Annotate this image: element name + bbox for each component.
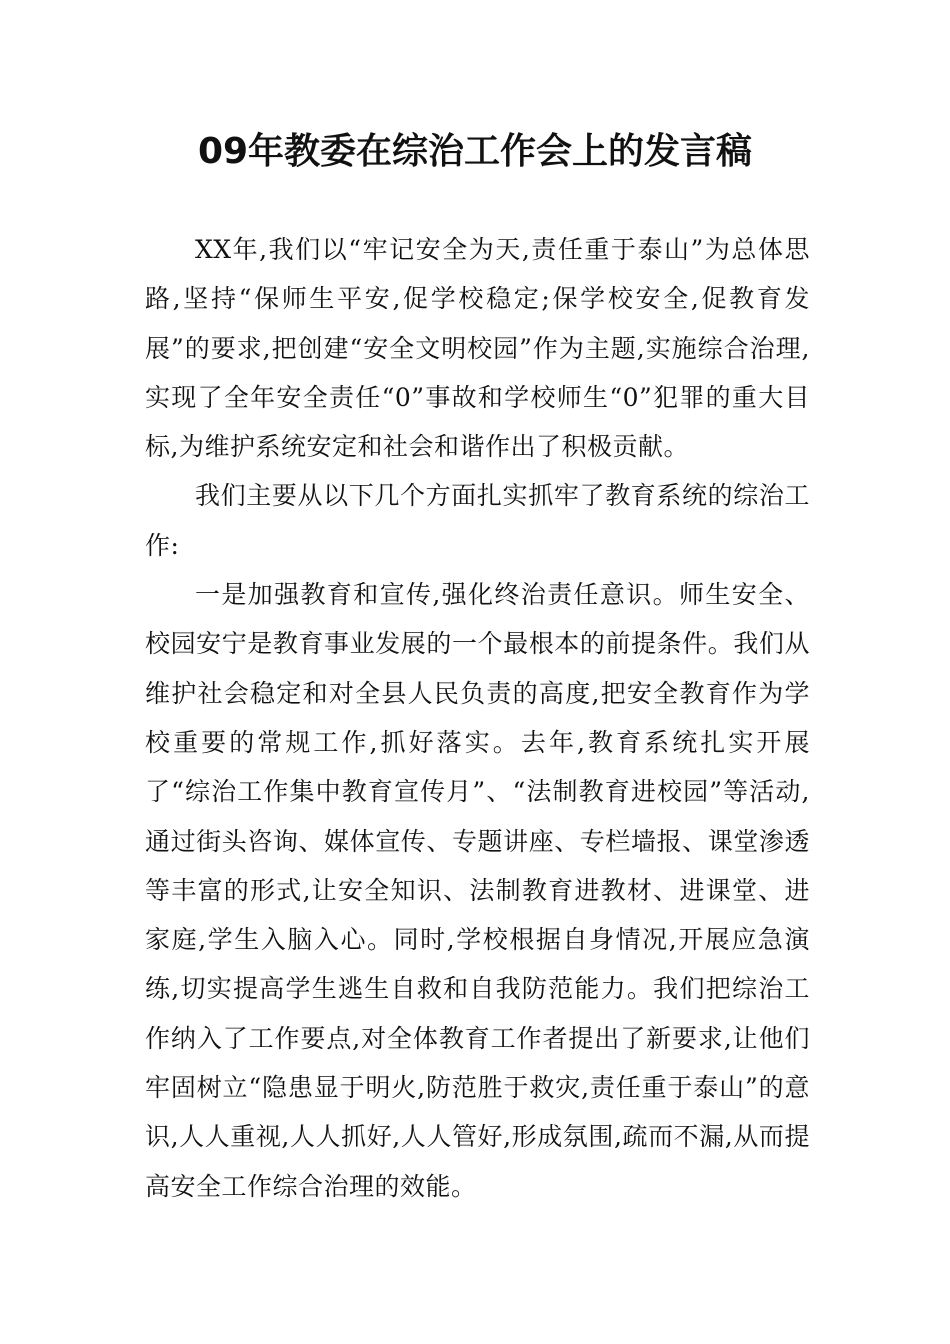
paragraph-1: XX年,我们以“牢记安全为天,责任重于泰山”为总体思路,坚持“保师生平安,促学校稳定;保学校安全,促教育发展”的要求,把创建“安全文明校园”作为主题,实施综合治理,实现了全年安全责任“0”事故和学校师生“0”犯罪的重大目标,为维护系统安定和社会和谐作出了积极贡献。 [145,235,810,462]
paragraph-3: 一是加强教育和宣传,强化终治责任意识。师生安全、校园安宁是教育事业发展的一个最根本的前提条件。我们从维护社会稳定和对全县人民负责的高度,把安全教育作为学校重要的常规工作,抓好落实。去年,教育系统扎实开展了“综治工作集中教育宣传月”、“法制教育进校园”等活动,通过街头咨询、媒体宣传、专题讲座、专栏墙报、课堂渗透等丰富的形式,让安全知识、法制教育进教材、进课堂、进家庭,学生入脑入心。同时,学校根据自身情况,开展应急演练,切实提高学生逃生自救和自我防范能力。我们把综治工作纳入了工作要点,对全体教育工作者提出了新要求,让他们牢固树立“隐患显于明火,防范胜于救灾,责任重于泰山”的意识,人人重视,人人抓好,人人管好,形成氛围,疏而不漏,从而提高安全工作综合治理的效能。 [145,580,810,1201]
document-title: 09年教委在综治工作会上的发言稿 [197,131,753,172]
document-body [145,225,810,1211]
paragraph-2: 我们主要从以下几个方面扎实抓牢了教育系统的综治工作: [145,481,810,560]
